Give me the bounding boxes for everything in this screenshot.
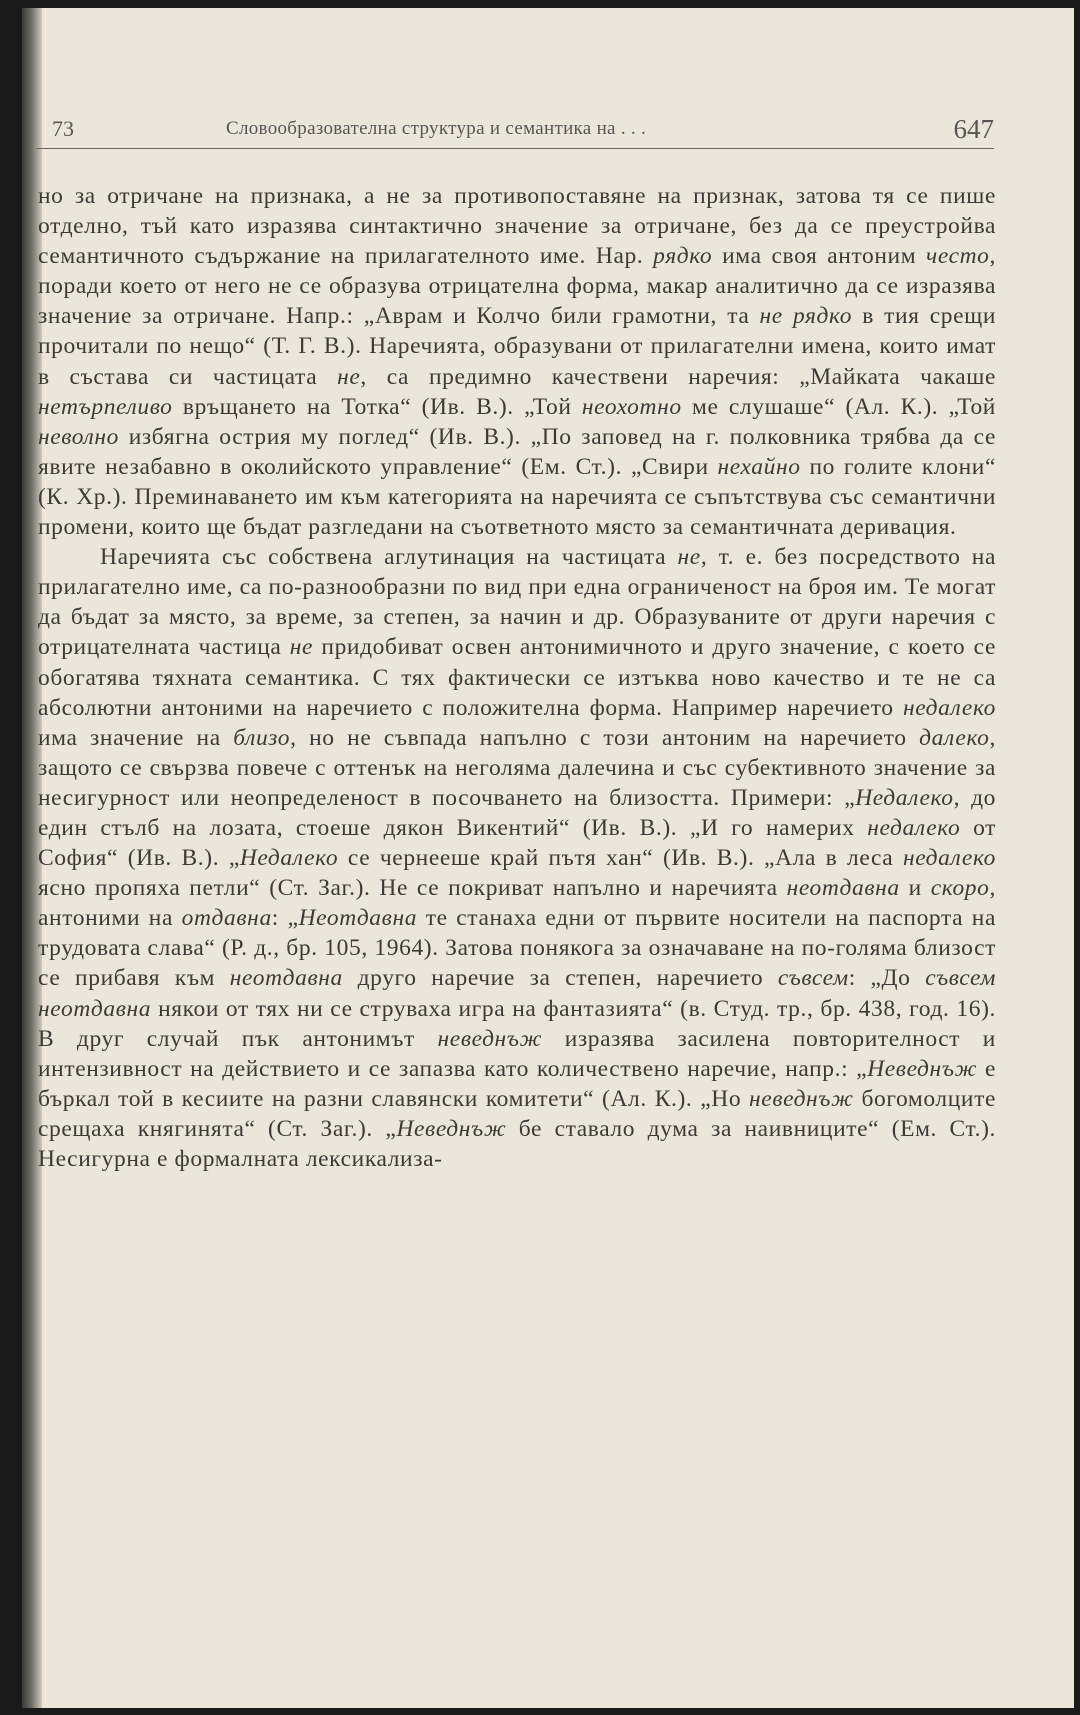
italic-term: скоро bbox=[930, 875, 990, 902]
text-run: , антоними на bbox=[38, 875, 996, 932]
italic-term: Недалеко bbox=[855, 784, 954, 811]
italic-term: не bbox=[289, 634, 314, 661]
text-run: връщането на Тотка“ (Ив. В.). „Той bbox=[172, 393, 582, 420]
italic-term: неведнъж bbox=[437, 1025, 543, 1052]
italic-term: рядко bbox=[653, 243, 713, 270]
text-run: , до един стълб на лозата, стоеше дякон Викентий“ (Ив. В.). „И го намерих bbox=[38, 784, 996, 841]
text-run: Наречията със собствена аглутинация на частицата bbox=[100, 544, 678, 571]
text-run: , т. е. без посредството на прилагателно име, са по-разнообразни по вид при една ограниченост на броя им. Те могат да бъдат за място, за време, за степен, за начин и др. Образуваните от други наречия с отрицателната частица bbox=[38, 544, 996, 661]
italic-term: нетърпеливо bbox=[38, 393, 173, 420]
text-run: в тия срещи прочитали по нещо“ (Т. Г. В.). Наречията, образувани от прилагателни имена, които имат в състава си частицата bbox=[38, 303, 996, 390]
text-run: богомолците срещаха княгинята“ (Ст. Заг.). „ bbox=[38, 1085, 996, 1142]
text-run: , но не съвпада напълно с този антоним на наречието bbox=[290, 724, 920, 751]
italic-term: неотдавна bbox=[229, 965, 343, 992]
italic-term: Неведнъж bbox=[396, 1115, 507, 1142]
italic-term: Неотдавна bbox=[298, 905, 418, 932]
text-run: и bbox=[899, 875, 931, 902]
text-run: е бъркал той в кесиите на разни славянски комитети“ (Ал. К.). „Но bbox=[38, 1055, 996, 1112]
text-run: някои от тях ни се струваха игра на фантазията“ (в. Студ. тр., бр. 438, год. 16). В друг случай пък антонимът bbox=[38, 995, 996, 1052]
text-run: , защото се свързва повече с оттенък на неголяма далечина и със субективното значение за несигурност или неопределеност в посочването на близостта. Примери: „ bbox=[38, 724, 996, 811]
italic-term: недалеко bbox=[902, 845, 996, 872]
body-text bbox=[38, 181, 996, 1174]
italic-term: неволно bbox=[38, 423, 119, 450]
italic-term: недалеко bbox=[867, 814, 961, 841]
text-run: , поради което от него не се образува отрицателна форма, макар аналитично да се изразява значение за отричане. Напр.: „Аврам и Колчо били грамотни, та bbox=[38, 243, 996, 330]
text-run: изразява засилена повторителност и интензивност на действието и се запазва като количествено наречие, напр.: „ bbox=[38, 1025, 996, 1082]
page-number: 647 bbox=[953, 114, 994, 144]
text-run: ме слушаше“ (Ал. К.). „Той bbox=[681, 393, 996, 420]
italic-term: недалеко bbox=[902, 694, 996, 721]
text-run: ясно пропяха петли“ (Ст. Заг.). Не се покриват напълно и наречията bbox=[38, 875, 787, 902]
text-run: , са предимно качествени наречия: „Майката чакаше bbox=[360, 363, 997, 390]
text-run: от София“ (Ив. В.). „ bbox=[38, 814, 996, 872]
paragraph-1 bbox=[38, 181, 996, 542]
italic-term: не рядко bbox=[759, 303, 853, 330]
text-run: по голите клони“ (К. Хр.). Преминаването им към категорията на наречията се съпътствува със семантични промени, които ще бъдат разгледани на съответното място за семантичната деривация. bbox=[38, 453, 996, 541]
text-run: друго наречие за степен, наречието bbox=[342, 965, 778, 992]
italic-term: неохотно bbox=[581, 393, 682, 420]
text-run: се чернееше край пътя хан“ (Ив. В.). „Ала в леса bbox=[338, 845, 903, 872]
italic-term: Недалеко bbox=[239, 845, 339, 872]
italic-term: нехайно bbox=[717, 453, 801, 480]
italic-term: далеко bbox=[919, 724, 990, 751]
italic-term: Неведнъж bbox=[867, 1055, 978, 1082]
text-run: : „ bbox=[271, 905, 299, 932]
running-head bbox=[36, 110, 994, 149]
italic-term: близо bbox=[233, 724, 291, 751]
italic-term: отдавна bbox=[181, 905, 272, 932]
text-run: има значение на bbox=[38, 724, 234, 751]
running-title: Словообразователна структура и семантика на . . . bbox=[226, 118, 647, 139]
italic-term: често bbox=[926, 243, 990, 270]
paragraph-2 bbox=[38, 542, 996, 1174]
italic-term: не bbox=[337, 363, 361, 390]
text-run: но за отричане на признака, а не за противопоставяне на признак, затова тя се пише отделно, тъй като изразява синтактично значение за отричане, без да се преустройва семантичното съдържание на прилагателното име. Нар. bbox=[38, 183, 996, 270]
text-run: избягна острия му поглед“ (Ив. В.). „По заповед на г. полковника трябва да се явите незабавно в околийското управление“ (Ем. Ст.). „Свири bbox=[38, 423, 996, 480]
italic-term: не bbox=[677, 544, 701, 571]
italic-term: неведнъж bbox=[749, 1085, 854, 1112]
text-run: те станаха едни от първите носители на паспорта на трудовата слава“ (Р. д., бр. 105, 1964). Затова понякога за означаване на по-голяма близост се прибавя към bbox=[38, 905, 996, 992]
text-run: бе ставало дума за наивниците“ (Ем. Ст.). Несигурна е формалната лексикализа- bbox=[38, 1115, 996, 1172]
chapter-number: 73 bbox=[52, 116, 74, 141]
italic-term: съвсем bbox=[777, 965, 849, 992]
italic-term: неотдавна bbox=[786, 875, 900, 902]
text-run: има своя антоним bbox=[712, 243, 927, 270]
book-page bbox=[22, 8, 1074, 1708]
italic-term: съвсем неотдавна bbox=[38, 965, 996, 1022]
text-run: : „До bbox=[848, 965, 926, 992]
text-run: придобиват освен антонимичното и друго значение, с което се обогатява тяхната семантика. С тях фактически се изтъква ново качество и те не са абсолютни антоними на наречието с положителна форма. Например наречието bbox=[38, 634, 996, 721]
